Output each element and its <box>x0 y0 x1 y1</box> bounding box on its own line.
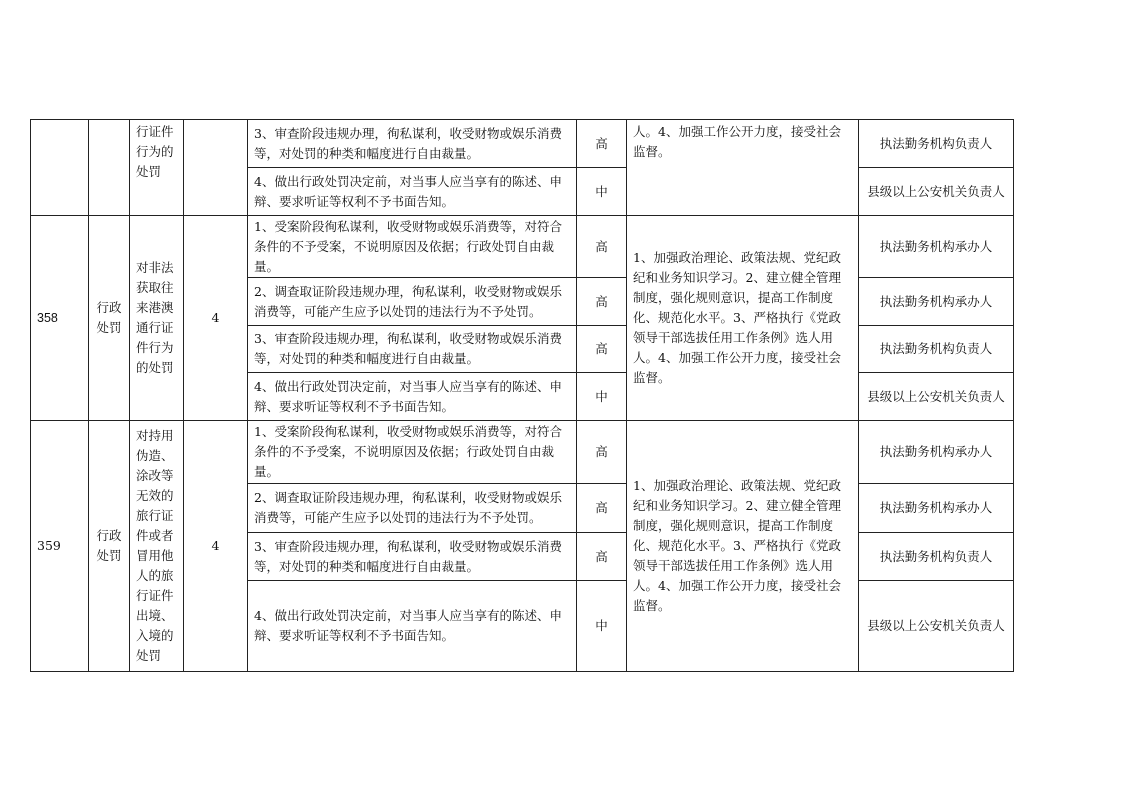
table-row <box>31 421 1014 484</box>
item-type-cell <box>89 120 130 216</box>
item-type-cell: 行政处罚 <box>89 216 130 421</box>
risk-step-cell: 3、审查阶段违规办理，徇私谋利，收受财物或娱乐消费等，对处罚的种类和幅度进行自由裁量。 <box>248 120 577 168</box>
risk-step-cell: 4、做出行政处罚决定前，对当事人应当享有的陈述、申辩、要求听证等权利不予书面告知。 <box>248 373 577 421</box>
risk-level-cell: 高 <box>577 120 627 168</box>
table-row <box>31 216 1014 278</box>
risk-level-cell: 高 <box>577 278 627 326</box>
risk-level-cell: 中 <box>577 168 627 216</box>
risk-step-cell: 2、调查取证阶段违规办理，徇私谋利，收受财物或娱乐消费等，可能产生应予以处罚的违法行为不予处罚。 <box>248 484 577 533</box>
responsible-person-cell: 执法勤务机构负责人 <box>859 533 1014 581</box>
responsible-person-cell: 执法勤务机构负责人 <box>859 326 1014 373</box>
item-type-cell: 行政处罚 <box>89 421 130 672</box>
risk-level-cell: 高 <box>577 326 627 373</box>
item-number-cell: 358 <box>31 216 89 421</box>
table-row <box>31 120 1014 168</box>
item-name-cell: 对非法获取往来港澳通行证件行为的处罚 <box>130 216 184 421</box>
risk-table <box>30 119 1014 672</box>
risk-level-cell: 高 <box>577 533 627 581</box>
responsible-person-cell: 县级以上公安机关负责人 <box>859 168 1014 216</box>
risk-step-cell: 1、受案阶段徇私谋利，收受财物或娱乐消费等，对符合条件的不予受案，不说明原因及依据；行政处罚自由裁量。 <box>248 216 577 278</box>
responsible-person-cell: 执法勤务机构承办人 <box>859 278 1014 326</box>
item-code-cell: 4 <box>184 421 248 672</box>
responsible-person-cell: 县级以上公安机关负责人 <box>859 373 1014 421</box>
item-number-cell <box>31 120 89 216</box>
responsible-person-cell: 执法勤务机构负责人 <box>859 120 1014 168</box>
risk-level-cell: 高 <box>577 484 627 533</box>
risk-step-cell: 3、审查阶段违规办理，徇私谋利，收受财物或娱乐消费等，对处罚的种类和幅度进行自由裁量。 <box>248 533 577 581</box>
prevention-measures-cell: 1、加强政治理论、政策法规、党纪政纪和业务知识学习。2、建立健全管理制度，强化规则意识，提高工作制度化、规范化水平。3、严格执行《党政领导干部选拔任用工作条例》选人用人。4、加强工作公开力度，接受社会监督。 <box>627 421 859 672</box>
responsible-person-cell: 执法勤务机构承办人 <box>859 484 1014 533</box>
risk-level-cell: 高 <box>577 216 627 278</box>
prevention-measures-cell: 人。4、加强工作公开力度，接受社会监督。 <box>627 120 859 216</box>
risk-step-cell: 2、调查取证阶段违规办理，徇私谋利，收受财物或娱乐消费等，可能产生应予以处罚的违法行为不予处罚。 <box>248 278 577 326</box>
item-code-cell <box>184 120 248 216</box>
risk-step-cell: 3、审查阶段违规办理，徇私谋利，收受财物或娱乐消费等，对处罚的种类和幅度进行自由裁量。 <box>248 326 577 373</box>
item-code-cell: 4 <box>184 216 248 421</box>
item-name-cell: 行证件行为的处罚 <box>130 120 184 216</box>
risk-level-cell: 中 <box>577 581 627 672</box>
risk-step-cell: 4、做出行政处罚决定前，对当事人应当享有的陈述、申辩、要求听证等权利不予书面告知。 <box>248 581 577 672</box>
item-name-cell: 对持用伪造、涂改等无效的旅行证件或者冒用他人的旅行证件出境、入境的处罚 <box>130 421 184 672</box>
prevention-measures-cell: 1、加强政治理论、政策法规、党纪政纪和业务知识学习。2、建立健全管理制度，强化规则意识，提高工作制度化、规范化水平。3、严格执行《党政领导干部选拔任用工作条例》选人用人。4、加强工作公开力度，接受社会监督。 <box>627 216 859 421</box>
responsible-person-cell: 执法勤务机构承办人 <box>859 421 1014 484</box>
risk-level-cell: 中 <box>577 373 627 421</box>
risk-step-cell: 4、做出行政处罚决定前，对当事人应当享有的陈述、申辩、要求听证等权利不予书面告知。 <box>248 168 577 216</box>
responsible-person-cell: 执法勤务机构承办人 <box>859 216 1014 278</box>
responsible-person-cell: 县级以上公安机关负责人 <box>859 581 1014 672</box>
risk-level-cell: 高 <box>577 421 627 484</box>
item-number-cell: 359 <box>31 421 89 672</box>
risk-step-cell: 1、受案阶段徇私谋利，收受财物或娱乐消费等，对符合条件的不予受案，不说明原因及依据；行政处罚自由裁量。 <box>248 421 577 484</box>
